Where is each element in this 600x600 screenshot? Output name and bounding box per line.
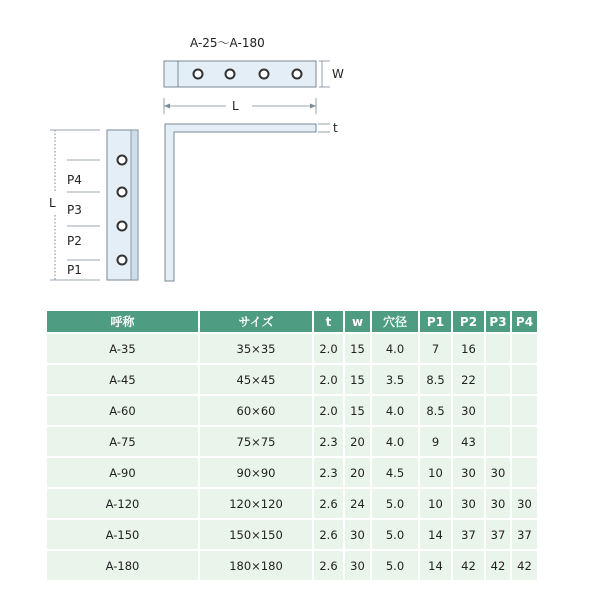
- header-p1: P1: [420, 311, 451, 332]
- t-label: t: [333, 121, 338, 135]
- p1-label: P1: [67, 263, 82, 277]
- p4-label: P4: [67, 173, 82, 187]
- cell-p4: [512, 396, 537, 425]
- cell-size: 180×180: [200, 551, 312, 580]
- side-profile: [165, 124, 316, 281]
- cell-w: 30: [345, 520, 370, 549]
- cell-p2: 22: [453, 365, 484, 394]
- cell-size: 120×120: [200, 489, 312, 518]
- cell-t: 2.0: [314, 334, 343, 363]
- table-row: [47, 427, 537, 456]
- cell-t: 2.6: [314, 489, 343, 518]
- cell-p4: [512, 427, 537, 456]
- cell-hole-diameter: 4.5: [372, 458, 418, 487]
- w-label: W: [332, 67, 344, 81]
- cell-p2: 42: [453, 551, 484, 580]
- cell-w: 24: [345, 489, 370, 518]
- header-p4: P4: [512, 311, 537, 332]
- cell-hole-diameter: 4.0: [372, 396, 418, 425]
- cell-t: 2.6: [314, 520, 343, 549]
- header-designation: 呼称: [47, 311, 198, 332]
- cell-p2: 30: [453, 396, 484, 425]
- cell-p1: 9: [420, 427, 451, 456]
- header-p3: P3: [486, 311, 510, 332]
- front-hole: [118, 156, 127, 165]
- cell-size: 35×35: [200, 334, 312, 363]
- cell-p4: 30: [512, 489, 537, 518]
- cell-p4: [512, 458, 537, 487]
- cell-p2: 30: [453, 489, 484, 518]
- cell-p4: [512, 365, 537, 394]
- cell-t: 2.6: [314, 551, 343, 580]
- p2-label: P2: [67, 234, 82, 248]
- cell-p2: 30: [453, 458, 484, 487]
- cell-designation: A-45: [47, 365, 198, 394]
- top-hole: [293, 70, 302, 79]
- cell-w: 20: [345, 458, 370, 487]
- p3-label: P3: [67, 203, 82, 217]
- cell-w: 15: [345, 396, 370, 425]
- cell-p3: 30: [486, 458, 510, 487]
- cell-p1: 8.5: [420, 365, 451, 394]
- table-body: [47, 334, 537, 580]
- cell-size: 90×90: [200, 458, 312, 487]
- cell-size: 75×75: [200, 427, 312, 456]
- cell-designation: A-120: [47, 489, 198, 518]
- cell-p1: 14: [420, 520, 451, 549]
- cell-p1: 8.5: [420, 396, 451, 425]
- cell-p3: 37: [486, 520, 510, 549]
- table-row: [47, 365, 537, 394]
- header-w: w: [345, 311, 370, 332]
- cell-p3: [486, 396, 510, 425]
- cell-designation: A-75: [47, 427, 198, 456]
- front-hole: [118, 188, 127, 197]
- cell-p3: [486, 427, 510, 456]
- arrowhead: [164, 104, 170, 109]
- cell-p2: 16: [453, 334, 484, 363]
- spec-table: [45, 309, 539, 582]
- cell-p3: [486, 365, 510, 394]
- cell-size: 60×60: [200, 396, 312, 425]
- cell-w: 30: [345, 551, 370, 580]
- top-hole: [194, 70, 203, 79]
- cell-w: 15: [345, 365, 370, 394]
- header-hole-diameter: 穴径: [372, 311, 418, 332]
- table-header-row: [47, 311, 537, 332]
- cell-t: 2.0: [314, 396, 343, 425]
- cell-p2: 43: [453, 427, 484, 456]
- cell-w: 20: [345, 427, 370, 456]
- cell-w: 15: [345, 334, 370, 363]
- cell-p1: 14: [420, 551, 451, 580]
- cell-p3: 42: [486, 551, 510, 580]
- header-p2: P2: [453, 311, 484, 332]
- cell-designation: A-35: [47, 334, 198, 363]
- table-row: [47, 551, 537, 580]
- cell-hole-diameter: 5.0: [372, 520, 418, 549]
- cell-hole-diameter: 4.0: [372, 427, 418, 456]
- table-row: [47, 458, 537, 487]
- cell-designation: A-60: [47, 396, 198, 425]
- cell-hole-diameter: 3.5: [372, 365, 418, 394]
- header-t: t: [314, 311, 343, 332]
- cell-p1: 10: [420, 458, 451, 487]
- table-row: [47, 396, 537, 425]
- cell-p3: [486, 334, 510, 363]
- arrowhead: [310, 104, 316, 109]
- cell-p4: [512, 334, 537, 363]
- cell-hole-diameter: 5.0: [372, 489, 418, 518]
- cell-designation: A-150: [47, 520, 198, 549]
- cell-p2: 37: [453, 520, 484, 549]
- cell-hole-diameter: 5.0: [372, 551, 418, 580]
- cell-p4: 37: [512, 520, 537, 549]
- cell-t: 2.3: [314, 458, 343, 487]
- cell-size: 150×150: [200, 520, 312, 549]
- top-hole: [260, 70, 269, 79]
- header-size: サイズ: [200, 311, 312, 332]
- cell-p4: 42: [512, 551, 537, 580]
- diagram-title: A-25～A-180: [190, 36, 265, 50]
- cell-p3: 30: [486, 489, 510, 518]
- front-hole: [118, 222, 127, 231]
- cell-p1: 10: [420, 489, 451, 518]
- front-hole: [118, 256, 127, 265]
- table-row: [47, 489, 537, 518]
- top-hole: [226, 70, 235, 79]
- cell-t: 2.3: [314, 427, 343, 456]
- front-plate-edge: [131, 130, 138, 280]
- cell-p1: 7: [420, 334, 451, 363]
- cell-designation: A-90: [47, 458, 198, 487]
- cell-designation: A-180: [47, 551, 198, 580]
- cell-size: 45×45: [200, 365, 312, 394]
- table-row: [47, 520, 537, 549]
- table-row: [47, 334, 537, 363]
- cell-hole-diameter: 4.0: [372, 334, 418, 363]
- cell-t: 2.0: [314, 365, 343, 394]
- l-label-top: L: [232, 99, 239, 113]
- l-label-side: L: [49, 196, 56, 210]
